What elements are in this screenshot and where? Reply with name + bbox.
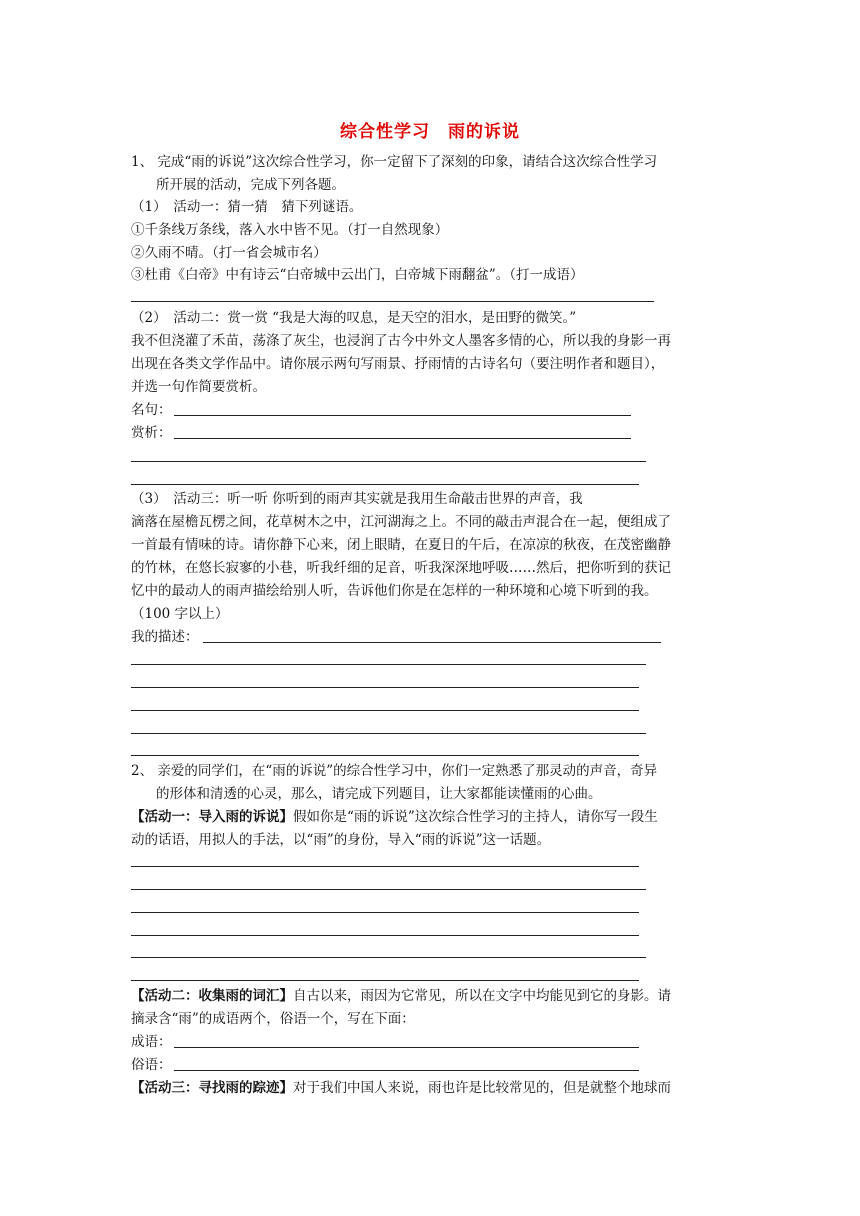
answer-line[interactable]	[131, 484, 639, 485]
q1-activity3-line2: 一首最有情味的诗。请你静下心来，闭上眼睛，在夏日的午后，在凉凉的秋夜，在茂密幽静	[131, 537, 671, 553]
chengyu-answer-line[interactable]	[174, 1047, 639, 1048]
answer-line[interactable]	[131, 664, 646, 665]
q2-activity1-tag: 【活动一：导入雨的诉说】	[131, 809, 293, 825]
answer-line[interactable]	[131, 866, 639, 867]
q2-activity1-line1	[131, 808, 658, 826]
shangxi-answer-line[interactable]	[174, 438, 631, 439]
q2-activity3-tag: 【活动三：寻找雨的踪迹】	[131, 1080, 293, 1096]
answer-line[interactable]	[131, 980, 639, 981]
miaoshu-label: 我的描述：	[131, 629, 199, 645]
answer-line[interactable]	[131, 889, 646, 890]
answer-line[interactable]	[131, 733, 646, 734]
q2-activity1-text: 假如你是“雨的诉说”这次综合性学习的主持人，请你写一段生	[293, 809, 658, 825]
q1-riddle-3: ③杜甫《白帝》中有诗云“白帝城中云出门，白帝城下雨翻盆”。（打一成语）	[131, 267, 584, 283]
q1-activity3-heading: （3） 活动三：听一听 你听到的雨声其实就是我用生命敲击世界的声音，我	[131, 491, 583, 507]
q1-activity3-line4: 忆中的最动人的雨声描绘给别人听，告诉他们你是在怎样的一种环境和心境下听到的我。	[131, 583, 658, 599]
answer-line[interactable]	[131, 710, 639, 711]
q2-activity2-text: 自古以来，雨因为它常见，所以在文字中均能见到它的身影。请	[293, 988, 671, 1004]
shangxi-label: 赏析：	[131, 425, 172, 441]
answer-line[interactable]	[131, 687, 639, 688]
suyu-label: 俗语：	[131, 1057, 172, 1073]
answer-line[interactable]	[131, 301, 654, 302]
q2-activity1-line2: 动的话语，用拟人的手法，以“雨”的身份，导入“雨的诉说”这一话题。	[131, 832, 551, 848]
page-title: 综合性学习 雨的诉说	[340, 122, 520, 142]
answer-line[interactable]	[131, 461, 646, 462]
q2-activity2-line1	[131, 987, 671, 1005]
mingju-label: 名句：	[131, 402, 172, 418]
q1-riddle-1: ①千条线万条线，落入水中皆不见。（打一自然现象）	[131, 222, 449, 238]
answer-line[interactable]	[131, 755, 639, 756]
mingju-answer-line[interactable]	[174, 415, 631, 416]
q1-activity2-line1: 我不但浇灌了禾苗，荡涤了灰尘，也浸润了古今中外文人墨客多情的心，所以我的身影一再	[131, 333, 671, 349]
miaoshu-answer-line[interactable]	[203, 642, 661, 643]
q2-activity2-tag: 【活动二：收集雨的词汇】	[131, 988, 293, 1004]
q1-activity3-line1: 滴落在屋檐瓦楞之间，花草树木之中，江河湖海之上。不同的敲击声混合在一起，便组成了	[131, 514, 671, 530]
q1-activity2-line3: 并选一句作简要赏析。	[131, 379, 266, 395]
q1-activity3-line5: （100 字以上）	[131, 606, 229, 622]
q1-activity1-heading: （1） 活动一：猜一猜 猜下列谜语。	[131, 199, 363, 215]
q1-intro-line1: 1、 完成“雨的诉说”这次综合性学习，你一定留下了深刻的印象，请结合这次综合性学习	[131, 154, 658, 170]
q2-intro-line2: 的形体和清透的心灵，那么，请完成下列题目，让大家都能读懂雨的心曲。	[156, 786, 602, 802]
answer-line[interactable]	[131, 912, 639, 913]
q2-activity3-text: 对于我们中国人来说，雨也许是比较常见的，但是就整个地球而	[293, 1080, 671, 1096]
q1-activity3-line3: 的竹林，在悠长寂寥的小巷，听我纤细的足音，听我深深地呼吸……然后，把你听到的获记	[131, 560, 671, 576]
q1-riddle-2: ②久雨不晴。（打一省会城市名）	[131, 245, 327, 261]
answer-line[interactable]	[131, 935, 639, 936]
q1-activity2-heading: （2） 活动二：赏一赏 “我是大海的叹息，是天空的泪水，是田野的微笑。”	[131, 310, 577, 326]
chengyu-label: 成语：	[131, 1034, 172, 1050]
q2-activity2-line2: 摘录含“雨”的成语两个，俗语一个，写在下面：	[131, 1011, 415, 1027]
q1-activity2-line2: 出现在各类文学作品中。请你展示两句写雨景、抒雨情的古诗名句（要注明作者和题目），	[131, 356, 665, 372]
suyu-answer-line[interactable]	[174, 1070, 639, 1071]
q2-intro-line1: 2、 亲爱的同学们，在“雨的诉说”的综合性学习中，你们一定熟悉了那灵动的声音，奇异	[131, 763, 658, 779]
q1-intro-line2: 所开展的活动，完成下列各题。	[156, 177, 345, 193]
q2-activity3-line1	[131, 1079, 671, 1097]
answer-line[interactable]	[131, 957, 646, 958]
